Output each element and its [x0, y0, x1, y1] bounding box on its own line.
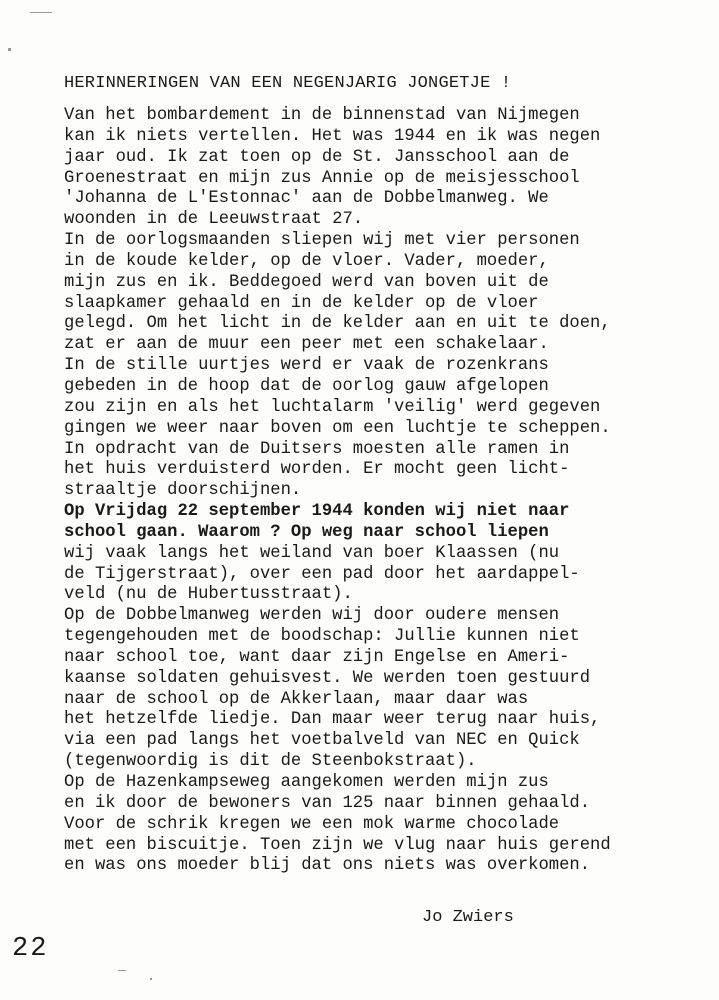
- document-title: HERINNERINGEN VAN EEN NEGENJARIG JONGETJE !: [64, 74, 512, 93]
- text-line: In opdracht van de Duitsers moesten alle ramen in: [64, 439, 570, 459]
- author-signature: Jo Zwiers: [422, 908, 514, 927]
- document-body: [64, 106, 611, 877]
- scan-speck: [30, 12, 52, 13]
- page-number: 22: [12, 934, 49, 964]
- text-line: gebeden in de hoop dat de oorlog gauw afgelopen: [64, 376, 549, 396]
- text-line: kaanse soldaten gehuisvest. We werden toen gestuurd: [64, 668, 591, 688]
- text-line: en ik door de bewoners van 125 naar binnen gehaald.: [64, 793, 591, 813]
- text-line: slaapkamer gehaald en in de kelder op de vloer: [64, 293, 539, 313]
- text-line: Van het bombardement in de binnenstad van Nijmegen: [64, 106, 580, 125]
- text-line: zat er aan de muur een peer met een schakelaar.: [64, 335, 549, 355]
- text-line: de Tijgerstraat), over een pad door het aardappel-: [64, 564, 580, 584]
- text-line: mijn zus en ik. Beddegoed werd van boven uit de: [64, 272, 549, 292]
- text-line: In de stille uurtjes werd er vaak de rozenkrans: [64, 356, 549, 376]
- text-line: wij vaak langs het weiland van boer Klaassen (nu: [64, 543, 560, 563]
- text-line: naar school toe, want daar zijn Engelse en Ameri-: [64, 647, 570, 667]
- scan-speck: [8, 48, 11, 51]
- text-line: Op Vrijdag 22 september 1944 konden wij niet naar: [64, 502, 570, 522]
- text-line: Op de Hazenkampseweg aangekomen werden mijn zus: [64, 773, 549, 792]
- text-line: tegengehouden met de boodschap: Jullie kunnen niet: [64, 627, 580, 647]
- text-line: via een pad langs het voetbalveld van NEC en Quick: [64, 731, 580, 751]
- text-line: en was ons moeder blij dat ons niets was overkomen.: [64, 856, 591, 876]
- text-line: kan ik niets vertellen. Het was 1944 en ik was negen: [64, 126, 601, 146]
- text-line: met een biscuitje. Toen zijn we vlug naar huis gerend: [64, 835, 611, 855]
- text-line: naar de school op de Akkerlaan, maar daar was: [64, 689, 529, 709]
- text-line: straaltje doorschijnen.: [64, 481, 302, 501]
- scan-speck: [118, 970, 126, 971]
- text-line: (tegenwoordig is dit de Steenbokstraat).: [64, 752, 477, 772]
- text-line: het hetzelfde liedje. Dan maar weer terug naar huis,: [64, 710, 601, 730]
- text-line: Groenestraat en mijn zus Annie op de meisjesschool: [64, 168, 580, 188]
- text-line: jaar oud. Ik zat toen op de St. Jansschool aan de: [64, 147, 570, 167]
- text-line: gingen we weer naar boven om een luchtje te scheppen.: [64, 418, 611, 438]
- text-line: veld (nu de Hubertusstraat).: [64, 585, 353, 605]
- text-line: zou zijn en als het luchtalarm 'veilig' werd gegeven: [64, 397, 601, 417]
- text-line: het huis verduisterd worden. Er mocht geen licht-: [64, 460, 570, 480]
- text-line: gelegd. Om het licht in de kelder aan en uit te doen,: [64, 314, 611, 334]
- text-line: Voor de schrik kregen we een mok warme chocolade: [64, 814, 560, 834]
- text-line: Op de Dobbelmanweg werden wij door oudere mensen: [64, 606, 560, 626]
- text-line: woonden in de Leeuwstraat 27.: [64, 210, 364, 230]
- text-line: In de oorlogsmaanden sliepen wij met vier personen: [64, 231, 580, 251]
- text-line: 'Johanna de L'Estonnac' aan de Dobbelmanweg. We: [64, 189, 549, 209]
- text-line: school gaan. Waarom ? Op weg naar school liepen: [64, 522, 549, 542]
- scan-speck: [150, 978, 152, 980]
- text-line: in de koude kelder, op de vloer. Vader, moeder,: [64, 251, 549, 271]
